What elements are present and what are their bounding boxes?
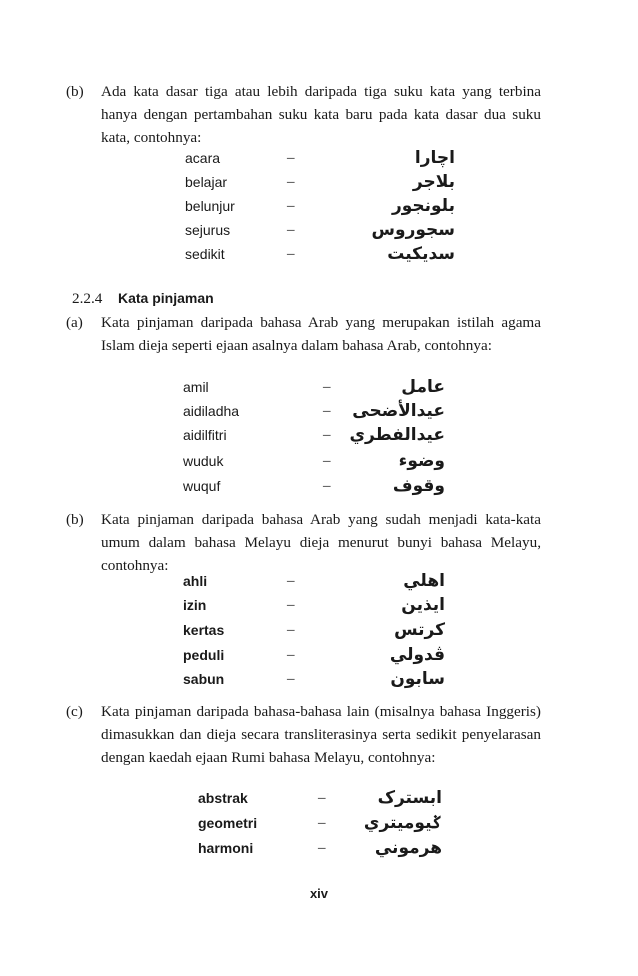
section-text: Kata pinjaman daripada bahasa Arab yang merupakan istilah agama Islam dieja seperti ejaan asalnya dalam bahasa Arab, contohnya: bbox=[101, 314, 541, 354]
dash: – bbox=[287, 622, 295, 638]
jawi-word: اهلي bbox=[403, 571, 445, 591]
dash: – bbox=[287, 198, 295, 214]
jawi-word: وضوء bbox=[398, 451, 445, 471]
section-text: Kata pinjaman daripada bahasa Arab yang sudah menjadi kata-kata umum dalam bahasa Melayu dieja menurut bunyi bahasa Melayu, contohnya: bbox=[101, 511, 541, 574]
example-row bbox=[183, 474, 445, 498]
example-row bbox=[185, 194, 455, 218]
section-a-arabic-religious bbox=[66, 311, 544, 381]
rumi-word: sedikit bbox=[185, 246, 225, 262]
page-number: xiv bbox=[309, 886, 329, 901]
jawi-word: ݢيوميتري bbox=[363, 813, 442, 833]
jawi-word: ڤدولي bbox=[389, 645, 445, 665]
example-row bbox=[185, 146, 455, 170]
section-text: Ada kata dasar tiga atau lebih daripada tiga suku kata yang terbina hanya dengan pertambahan suku kata baru pada kata dasar dua suku kata, contohnya: bbox=[101, 83, 541, 146]
rumi-word: amil bbox=[183, 379, 209, 395]
section-label: (b) bbox=[66, 83, 84, 100]
section-heading bbox=[72, 287, 214, 310]
example-row bbox=[183, 618, 445, 642]
jawi-word: سابون bbox=[390, 669, 445, 689]
dash: – bbox=[287, 222, 295, 238]
dash: – bbox=[323, 379, 331, 395]
example-row bbox=[183, 593, 445, 617]
dash: – bbox=[287, 671, 295, 687]
rumi-word: wuduk bbox=[183, 453, 224, 469]
jawi-word: سجوروس bbox=[371, 220, 455, 240]
rumi-word: aidilfitri bbox=[183, 427, 227, 443]
jawi-word: کرتس bbox=[394, 620, 445, 640]
rumi-word: aidiladha bbox=[183, 403, 240, 419]
jawi-word: بلونجور bbox=[391, 196, 455, 216]
example-row bbox=[183, 449, 445, 473]
dash: – bbox=[318, 840, 326, 856]
jawi-word: عيدالفطري bbox=[349, 425, 445, 445]
heading-number: 2.2.4 bbox=[72, 290, 103, 307]
rumi-word: belunjur bbox=[185, 198, 235, 214]
dash: – bbox=[323, 478, 331, 494]
jawi-word: عامل bbox=[401, 377, 445, 397]
rumi-word: acara bbox=[185, 150, 221, 166]
rumi-word: abstrak bbox=[198, 790, 248, 806]
example-row bbox=[198, 786, 442, 810]
rumi-word: izin bbox=[183, 597, 207, 613]
dash: – bbox=[318, 790, 326, 806]
dash: – bbox=[287, 647, 295, 663]
section-b-arabic-common bbox=[66, 508, 544, 578]
rumi-word: sejurus bbox=[185, 222, 231, 238]
rumi-word: kertas bbox=[183, 622, 225, 638]
example-row bbox=[185, 242, 455, 266]
jawi-word: هرموني bbox=[374, 838, 442, 858]
dash: – bbox=[318, 815, 326, 831]
example-row bbox=[185, 170, 455, 194]
section-label: (b) bbox=[66, 511, 84, 528]
rumi-word: harmoni bbox=[198, 840, 254, 856]
rumi-word: wuquf bbox=[183, 478, 221, 494]
dash: – bbox=[287, 246, 295, 262]
section-label: (c) bbox=[66, 703, 83, 720]
jawi-word: ايذين bbox=[401, 595, 445, 615]
rumi-word: peduli bbox=[183, 647, 225, 663]
example-row bbox=[183, 399, 445, 423]
example-row bbox=[198, 836, 442, 860]
example-row bbox=[183, 569, 445, 593]
dash: – bbox=[287, 573, 295, 589]
dash: – bbox=[323, 403, 331, 419]
rumi-word: geometri bbox=[198, 815, 258, 831]
dash: – bbox=[287, 150, 295, 166]
jawi-word: ابسترک bbox=[377, 788, 442, 808]
section-label: (a) bbox=[66, 314, 83, 331]
rumi-word: ahli bbox=[183, 573, 208, 589]
example-row bbox=[185, 218, 455, 242]
dash: – bbox=[323, 427, 331, 443]
dash: – bbox=[323, 453, 331, 469]
heading-title: Kata pinjaman bbox=[118, 290, 214, 306]
example-row bbox=[183, 375, 445, 399]
jawi-word: وقوف bbox=[392, 476, 445, 496]
example-row bbox=[183, 423, 445, 447]
jawi-word: بلاجر bbox=[412, 172, 455, 192]
section-text: Kata pinjaman daripada bahasa-bahasa lain (misalnya bahasa Inggeris) dimasukkan dan dieja secara transliterasinya serta sedikit penyelarasan dengan kaedah ejaan Rumi bahasa Melayu, contohnya: bbox=[101, 703, 541, 766]
dash: – bbox=[287, 174, 295, 190]
section-b-syllables bbox=[66, 80, 544, 150]
jawi-word: سديکيت bbox=[387, 244, 455, 264]
jawi-word: اچارا bbox=[414, 148, 455, 168]
example-row bbox=[198, 811, 442, 835]
example-row bbox=[183, 667, 445, 691]
rumi-word: belajar bbox=[185, 174, 228, 190]
example-row bbox=[183, 643, 445, 667]
dash: – bbox=[287, 597, 295, 613]
jawi-word: عيدالأضحى bbox=[352, 401, 445, 421]
rumi-word: sabun bbox=[183, 671, 225, 687]
section-c-other-languages bbox=[66, 700, 544, 792]
